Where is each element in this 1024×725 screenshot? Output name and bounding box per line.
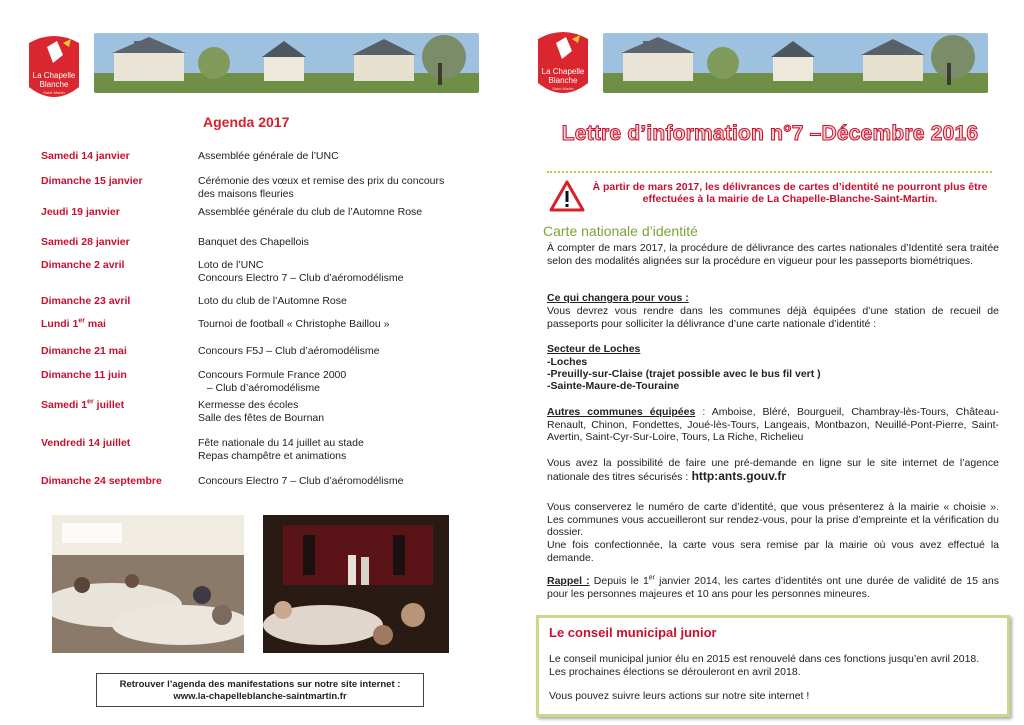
ants-link[interactable]: http:ants.gouv.fr <box>688 468 787 483</box>
junior-council-title: Le conseil municipal junior <box>549 625 717 640</box>
party-photo <box>263 515 449 653</box>
agenda-date: Dimanche 2 avril <box>41 259 125 271</box>
agenda-date: Jeudi 19 janvier <box>41 206 120 218</box>
agenda-date: Dimanche 15 janvier <box>41 175 143 187</box>
town-logo <box>536 29 590 101</box>
section-title-cni: Carte nationale d’identité <box>543 223 698 239</box>
agenda-date: Samedi 28 janvier <box>41 236 130 248</box>
paragraph-other-communes: Autres communes équipées : Amboise, Bléré, Bourgueil, Chambray-lès-Tours, Château-Renault, Chinon, Fondettes, Joué-lès-Tours, Langeais, Montbazon, Neuillé-Pont-Pierre, Saint-Avertin, Saint-Cyr-Sur-Loire, Tours, La Riche, Richelieu <box>547 406 999 444</box>
logo-line1: La Chapelle <box>32 71 76 80</box>
junior-council-text: Le conseil municipal junior élu en 2015 est renouvelé dans ces fonctions jusqu’en avril 2018. Les prochaines élections se dérouleront en avril 2018. <box>549 653 980 678</box>
agenda-event: Kermesse des écoles <box>198 399 299 411</box>
agenda-event: Concours F5J – Club d’aéromodélisme <box>198 345 380 357</box>
agenda-event: Concours Electro 7 – Club d’aéromodélisme <box>198 475 404 487</box>
sector-item: -Preuilly-sur-Claise (trajet possible avec le bus fil vert ) <box>547 368 821 380</box>
newsletter-title: Lettre d’information n°7 –Décembre 2016 <box>561 122 979 145</box>
chateau-banner <box>603 33 988 93</box>
agenda-event: – Club d’aéromodélisme <box>198 381 320 394</box>
sector-item: -Loches <box>547 356 588 368</box>
paragraph-changes: Vous devrez vous rendre dans les communes déjà équipées d’une station de recueil de passeports pour solliciter la délivrance d’une carte nationale d’identité : <box>547 305 999 330</box>
agenda-event: Concours Electro 7 – Club d’aéromodélisme <box>198 271 404 284</box>
warning-line2: effectuées à la mairie de La Chapelle-Blanche-Saint-Martin. <box>642 193 938 205</box>
sector-item: -Sainte-Maure-de-Touraine <box>547 380 680 392</box>
agenda-event: Assemblée générale de l’UNC <box>198 150 339 162</box>
agenda-date: Vendredi 14 juillet <box>41 437 131 449</box>
warning-icon <box>549 180 585 212</box>
website-link[interactable]: www.la-chapelleblanche-saintmartin.fr <box>173 691 347 702</box>
agenda-event: Tournoi de football « Christophe Baillou » <box>198 318 390 330</box>
agenda-date: Dimanche 23 avril <box>41 295 131 307</box>
dotted-divider <box>547 171 992 173</box>
warning-line1: À partir de mars 2017, les délivrances de cartes d’identité ne pourront plus être <box>592 181 988 193</box>
agenda-event: Salle des fêtes de Bournan <box>198 411 325 424</box>
logo-line2: Blanche <box>548 76 578 85</box>
paragraph-intro: À compter de mars 2017, la procédure de délivrance des cartes nationales d’Identité sera traitée selon des modalités alignées sur la procédure en vigueur pour les passeports biométriques. <box>547 242 999 267</box>
paragraph-predemande: Vous avez la possibilité de faire une pré-demande en ligne sur le site internet de l’agence nationale des titres sécurisés : http:ants.gouv.fr <box>547 457 999 483</box>
logo-line3: Saint-Martin <box>43 90 65 95</box>
junior-council-box <box>536 615 1010 717</box>
agenda-date: Lundi 1er mai <box>41 317 106 330</box>
agenda-footer-line1: Retrouver l’agenda des manifestations sur notre site internet : <box>119 679 401 690</box>
logo-line1: La Chapelle <box>541 67 585 76</box>
sector-label: Secteur de Loches <box>547 343 641 355</box>
agenda-event: Concours Formule France 2000 <box>198 369 347 381</box>
chateau-banner <box>94 33 479 93</box>
agenda-event: des maisons fleuries <box>198 187 294 200</box>
junior-council-follow: Vous pouvez suivre leurs actions sur notre site internet ! <box>549 690 810 702</box>
agenda-date: Dimanche 11 juin <box>41 369 127 381</box>
agenda-event: Loto du club de l’Automne Rose <box>198 295 347 307</box>
agenda-event: Cérémonie des vœux et remise des prix du concours <box>198 175 445 187</box>
town-logo <box>27 33 81 105</box>
logo-line2: Blanche <box>39 80 69 89</box>
agenda-title: Agenda 2017 <box>203 114 290 130</box>
agenda-event: Assemblée générale du club de l’Automne Rose <box>198 206 423 218</box>
paragraph-reminder: Rappel : Depuis le 1er janvier 2014, les cartes d’identités ont une durée de validité de 15 ans pour les personnes majeures et 10 ans pour les personnes mineures. <box>547 574 999 600</box>
paragraph-delivery: Une fois confectionnée, la carte vous sera remise par la mairie où vous avez effectué la demande. <box>547 539 999 564</box>
logo-line3: Saint-Martin <box>552 86 574 91</box>
banquet-photo <box>52 515 244 653</box>
agenda-event: Fête nationale du 14 juillet au stade <box>198 437 364 449</box>
agenda-event: Loto de l’UNC <box>198 259 264 271</box>
agenda-footer-box <box>96 673 424 707</box>
paragraph-keep-number: Vous conserverez le numéro de carte d’identité, que vous présenterez à la mairie « choisie ». Les communes vous accueilleront sur rendez-vous, pour la prise d’empreinte et la vérification du dossier. <box>547 501 999 539</box>
changes-label: Ce qui changera pour vous : <box>547 292 689 304</box>
agenda-event: Repas champêtre et animations <box>198 449 347 462</box>
agenda-date: Samedi 14 janvier <box>41 150 130 162</box>
agenda-event: Banquet des Chapellois <box>198 236 309 248</box>
agenda-date: Dimanche 21 mai <box>41 345 127 357</box>
agenda-date: Samedi 1er juillet <box>41 398 125 411</box>
agenda-date: Dimanche 24 septembre <box>41 475 162 487</box>
